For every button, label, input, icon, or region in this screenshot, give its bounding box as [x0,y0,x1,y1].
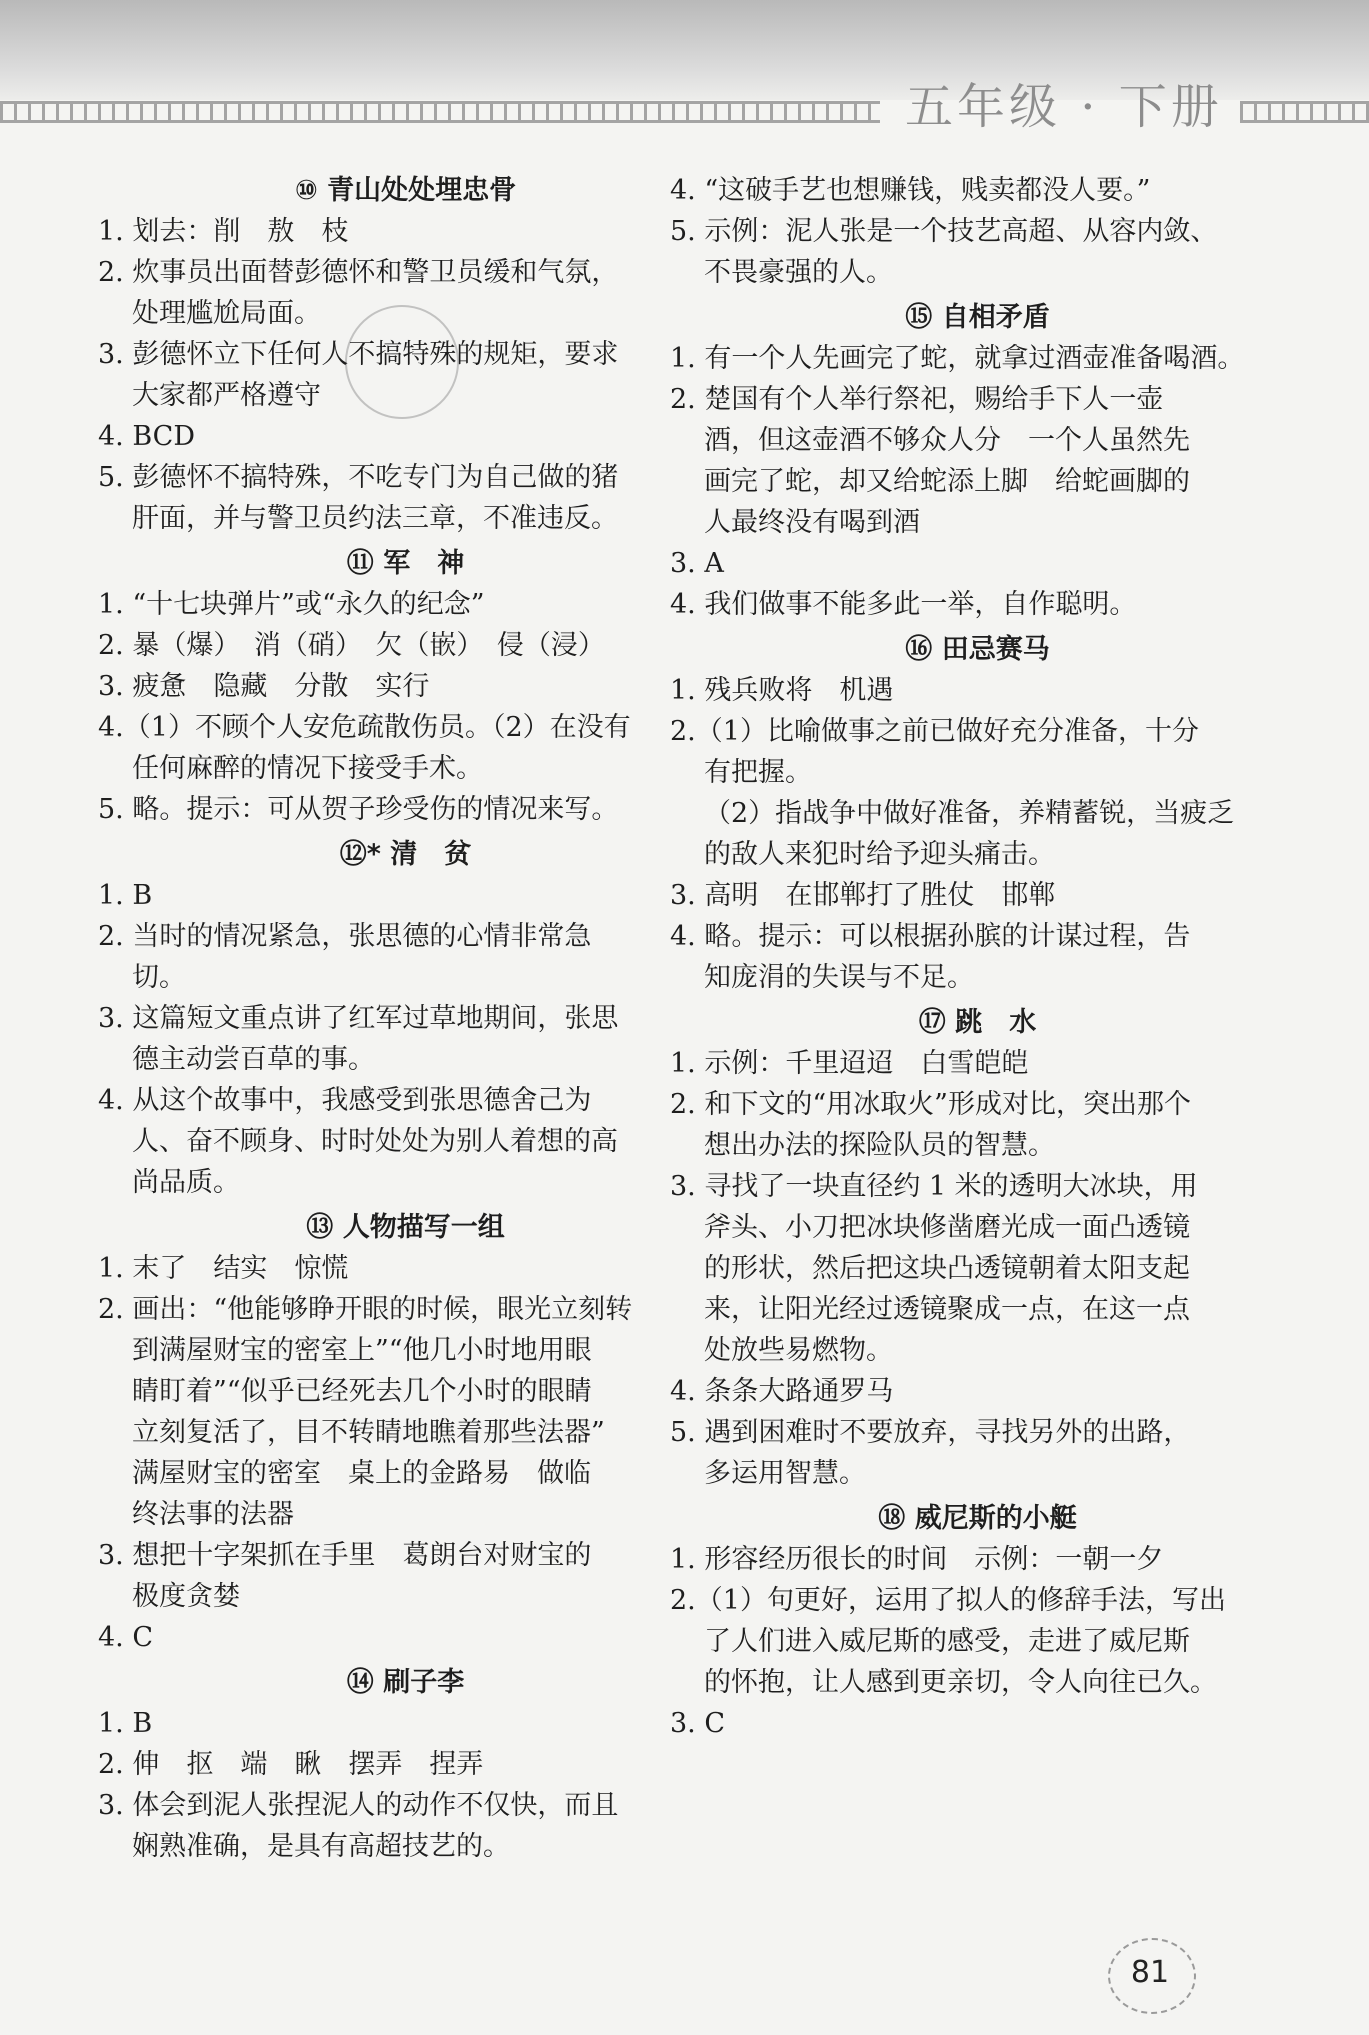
answer-line: 3. 这篇短文重点讲了红军过草地期间，张思 [98,1003,619,1034]
left-answer-column [98,170,713,1867]
section-heading: ⑰ 跳 水 [918,1007,1037,1038]
answer-line: 3. C [670,1708,726,1739]
answer-line: 2. 楚国有个人举行祭祀，赐给手下人一壶 [670,384,1164,415]
section-heading: ⑩ 青山处处埋忠骨 [294,175,517,206]
answer-continuation: 大家都严格遵守 [132,380,321,411]
answer-line: 3. A [670,548,724,579]
answer-line: 5. 略。提示：可从贺子珍受伤的情况来写。 [98,794,619,825]
answer-continuation: 切。 [132,962,186,993]
answer-line: 2.（1）比喻做事之前已做好充分准备，十分 [670,716,1199,747]
answer-line: 4. BCD [98,421,195,452]
answer-line: 1. 有一个人先画完了蛇，就拿过酒壶准备喝酒。 [670,343,1245,374]
answer-continuation: 极度贪婪 [132,1581,240,1612]
answer-line: 2. 暴（爆） 消（硝） 欠（嵌） 侵（浸） [98,630,605,661]
answer-continuation: 不畏豪强的人。 [704,257,893,288]
answer-continuation: 来，让阳光经过透镜聚成一点，在这一点 [704,1294,1190,1325]
answer-continuation: 满屋财宝的密室 桌上的金路易 做临 [132,1458,591,1489]
answer-line: 2. 和下文的“用冰取火”形成对比，突出那个 [670,1089,1191,1120]
answer-line: 4. C [98,1622,154,1653]
answer-line: 3. 体会到泥人张捏泥人的动作不仅快，而且 [98,1790,619,1821]
answer-line: 4. “这破手艺也想赚钱，贱卖都没人要。” [670,175,1151,206]
answer-line: 5. 彭德怀不搞特殊，不吃专门为自己做的猪 [98,462,619,493]
answer-line: 4.（1）不顾个人安危疏散伤员。（2）在没有 [98,712,631,743]
answer-continuation: 睛盯着”“似乎已经死去几个小时的眼睛 [132,1376,592,1407]
answer-continuation: 想出办法的探险队员的智慧。 [704,1130,1055,1161]
answer-line: 1. 示例：千里迢迢 白雪皑皑 [670,1048,1029,1079]
answer-line: 3. 高明 在邯郸打了胜仗 邯郸 [670,880,1056,911]
answer-continuation: 的形状，然后把这块凸透镜朝着太阳支起 [704,1253,1190,1284]
answer-continuation: 了人们进入威尼斯的感受，走进了威尼斯 [704,1626,1190,1657]
answer-continuation: 肝面，并与警卫员约法三章，不准违反。 [132,503,618,534]
answer-line: 1. “十七块弹片”或“永久的纪念” [98,589,485,620]
fret-border-left [0,101,880,123]
answer-continuation: 任何麻醉的情况下接受手术。 [132,753,483,784]
answer-line: 2. 伸 抠 端 瞅 摆弄 捏弄 [98,1749,484,1780]
right-answer-column [670,170,1285,1744]
answer-line: 1. 划去：削 敖 枝 [98,216,349,247]
answer-continuation: 人最终没有喝到酒 [704,507,920,538]
answer-continuation: 娴熟准确，是具有高超技艺的。 [132,1831,510,1862]
page-number: 81 [1130,1955,1170,1990]
section-heading: ⑬ 人物描写一组 [306,1212,505,1243]
answer-line: 4. 从这个故事中，我感受到张思德舍己为 [98,1085,592,1116]
answer-line: 1. 残兵败将 机遇 [670,675,894,706]
answer-continuation: 处理尴尬局面。 [132,298,321,329]
answer-line: 1. B [98,1708,153,1739]
answer-line: 2. 炊事员出面替彭德怀和警卫员缓和气氛， [98,257,619,288]
answer-continuation: 立刻复活了，目不转睛地瞧着那些法器” [132,1417,605,1448]
answer-continuation: 斧头、小刀把冰块修凿磨光成一面凸透镜 [704,1212,1190,1243]
section-heading: ⑯ 田忌赛马 [905,634,1050,665]
answer-line: 3. 疲惫 隐藏 分散 实行 [98,671,430,702]
answer-continuation: 德主动尝百草的事。 [132,1044,375,1075]
answer-line: 2. 画出：“他能够睁开眼的时候，眼光立刻转 [98,1294,633,1325]
fret-border-right [1240,101,1369,123]
answer-line: 5. 遇到困难时不要放弃，寻找另外的出路， [670,1417,1191,1448]
answer-continuation: 的怀抱，让人感到更亲切，令人向往已久。 [704,1667,1217,1698]
answer-continuation: 人、奋不顾身、时时处处为别人着想的高 [132,1126,618,1157]
grade-title: 五年级 · 下册 [905,79,1223,135]
answer-continuation: 酒，但这壶酒不够众人分 一个人虽然先 [704,425,1190,456]
answer-continuation: 处放些易燃物。 [704,1335,893,1366]
answer-line: 3. 寻找了一块直径约 1 米的透明大冰块，用 [670,1171,1198,1202]
answer-continuation: 的敌人来犯时给予迎头痛击。 [704,839,1055,870]
section-heading: ⑫* 清 贫 [339,839,472,870]
answer-continuation: 知庞涓的失误与不足。 [704,962,974,993]
answer-line: 4. 略。提示：可以根据孙膑的计谋过程，告 [670,921,1191,952]
answer-line: 1. 末了 结实 惊慌 [98,1253,349,1284]
answer-continuation: （2）指战争中做好准备，养精蓄锐，当疲乏 [704,798,1235,829]
section-heading: ⑪ 军 神 [346,548,465,579]
answer-continuation: 尚品质。 [132,1167,240,1198]
answer-line: 2. 当时的情况紧急，张思德的心情非常急 [98,921,592,952]
answer-line: 5. 示例：泥人张是一个技艺高超、从容内敛、 [670,216,1218,247]
answer-continuation: 终法事的法器 [132,1499,294,1530]
answer-line: 3. 彭德怀立下任何人不搞特殊的规矩，要求 [98,339,619,370]
answer-line: 4. 条条大路通罗马 [670,1376,894,1407]
answer-line: 1. 形容经历很长的时间 示例：一朝一夕 [670,1544,1164,1575]
section-heading: ⑭ 刷子李 [346,1667,465,1698]
answer-line: 4. 我们做事不能多此一举，自作聪明。 [670,589,1137,620]
answer-continuation: 到满屋财宝的密室上”“他几小时地用眼 [132,1335,592,1366]
answer-line: 3. 想把十字架抓在手里 葛朗台对财宝的 [98,1540,592,1571]
answer-continuation: 多运用智慧。 [704,1458,866,1489]
answer-continuation: 有把握。 [704,757,812,788]
answer-continuation: 画完了蛇，却又给蛇添上脚 给蛇画脚的 [704,466,1190,497]
section-heading: ⑮ 自相矛盾 [905,302,1050,333]
answer-line: 1. B [98,880,153,911]
answer-line: 2.（1）句更好，运用了拟人的修辞手法，写出 [670,1585,1226,1616]
section-heading: ⑱ 威尼斯的小艇 [878,1503,1077,1534]
